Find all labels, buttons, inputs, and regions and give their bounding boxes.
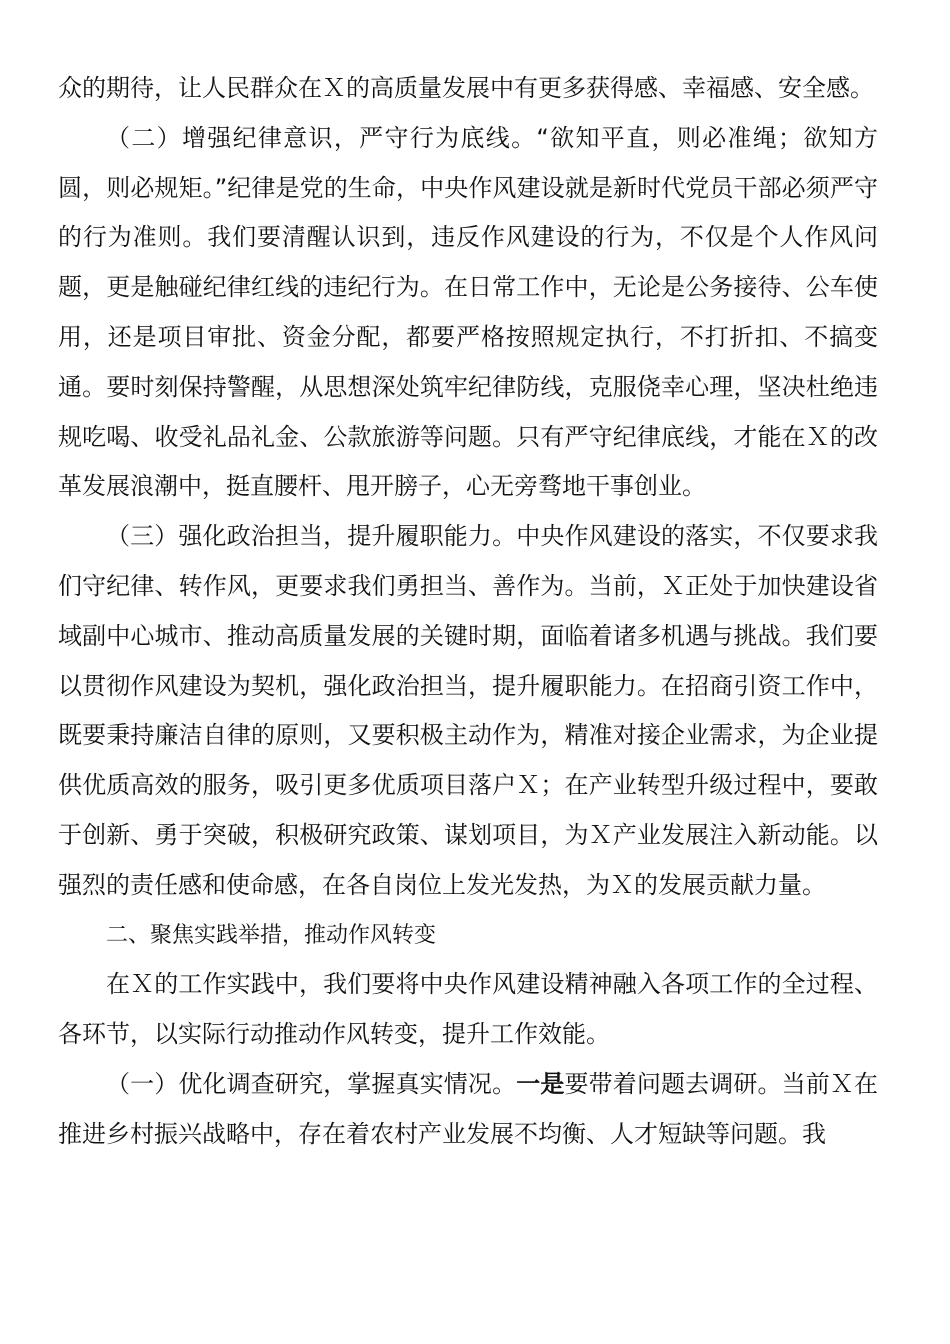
paragraph-research-bold-lead: 一是 — [516, 1069, 565, 1098]
document-page — [58, 64, 878, 1160]
paragraph-research-title: （一）优化调查研究，掌握真实情况。 — [106, 1069, 517, 1098]
paragraph-research — [58, 1060, 878, 1160]
paragraph-political-responsibility: （三）强化政治担当，提升履职能力。中央作风建设的落实，不仅要求我们守纪律、转作风，更要求我们勇担当、善作为。当前，Ｘ正处于加快建设省域副中心城市、推动高质量发展的关键时期，面临着诸多机遇与挑战。我们要以贯彻作风建设为契机，强化政治担当，提升履职能力。在招商引资工作中，既要秉持廉洁自律的原则，又要积极主动作为，精准对接企业需求，为企业提供优质高效的服务，吸引更多优质项目落户Ｘ；在产业转型升级过程中，要敢于创新、勇于突破，积极研究政策、谋划项目，为Ｘ产业发展注入新动能。以强烈的责任感和使命感，在各自岗位上发光发热，为Ｘ的发展贡献力量。 — [58, 522, 878, 899]
paragraph-discipline: （二）增强纪律意识，严守行为底线。“欲知平直，则必准绳；欲知方圆，则必规矩。”纪律是党的生命，中央作风建设就是新时代党员干部必须严守的行为准则。我们要清醒认识到，违反作风建设的行为，不仅是个人作风问题，更是触碰纪律红线的违纪行为。在日常工作中，无论是公务接待、公车使用，还是项目审批、资金分配，都要严格按照规定执行，不打折扣、不搞变通。要时刻保持警醒，从思想深处筑牢纪律防线，克服侥幸心理，坚决杜绝违规吃喝、收受礼品礼金、公款旅游等问题。只有严守纪律底线，才能在Ｘ的改革发展浪潮中，挺直腰杆、甩开膀子，心无旁骛地干事创业。 — [58, 123, 878, 501]
paragraph-practice-intro: 在Ｘ的工作实践中，我们要将中央作风建设精神融入各项工作的全过程、各环节，以实际行动推动作风转变，提升工作效能。 — [58, 970, 878, 1049]
paragraph-research-body: 要带着问题去调研。当前Ｘ在推进乡村振兴战略中，存在着农村产业发展不均衡、人才短缺等问题。我 — [58, 1069, 879, 1148]
paragraph-continuation: 众的期待，让人民群众在Ｘ的高质量发展中有更多获得感、幸福感、安全感。 — [58, 74, 874, 102]
section-heading: 二、聚焦实践举措，推动作风转变 — [106, 922, 437, 948]
